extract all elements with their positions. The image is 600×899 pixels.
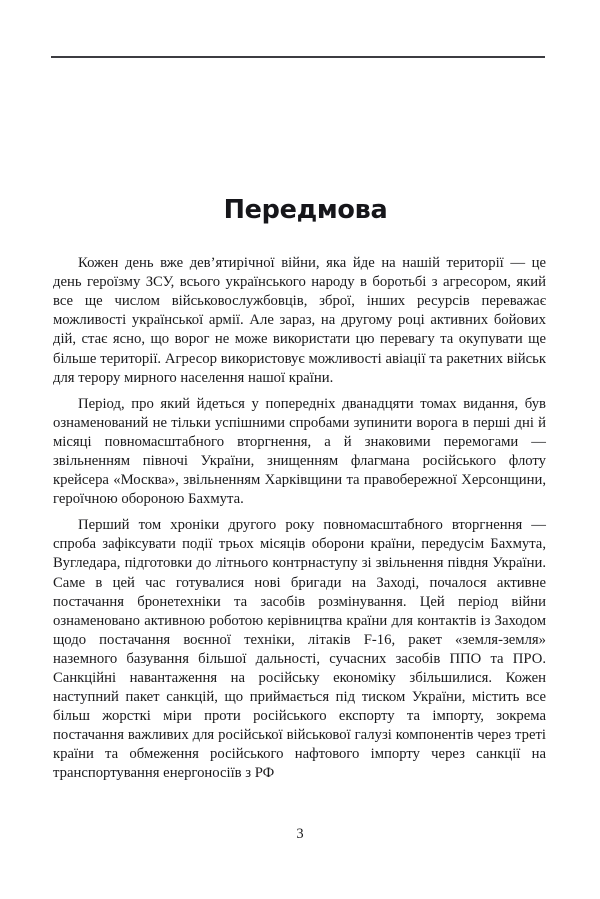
paragraph: Період, про який йдеться у попередніх дванадцяти томах видання, був ознаменований не тільки успішними спробами зупинити ворога в перші дні й місяці повномасштабного вторгнення, а й знаковими перемогами — звільненням півночі України, знищенням флагмана російського флоту крейсера «Москва», звільненням Харківщини та правобережної Херсонщини, героїчною обороною Бахмута. xyxy=(53,395,546,508)
paragraph: Перший том хроніки другого року повномасштабного вторгнення — спроба зафіксувати події трьох місяців оборони країни, передусім Бахмута, Вугледара, підготовки до літнього контрнаступу зі звільнення півдня України. Саме в цей час готувалися нові бригади на Заході, почалося активне постачання бронетехніки та засобів розмінування. Цей період війни ознаменовано активною роботою керівництва країни для контактів із Заходом щодо постачання воєнної техніки, літаків F-16, ракет «земля-земля» наземного базування більшої дальності, сучасних засобів ППО та ПРО. Санкційні навантаження на російську економіку збільшилися. Кожен наступний пакет санкцій, що приймається під тиском України, містить все більш жорсткі міри проти російського експорту та імпорту, зокрема постачання важливих для російської військової галузі компонентів через треті країни та обмеження російського нафтового імпорту через санкції на транспортування енергоносіїв з РФ xyxy=(53,517,546,782)
paragraph: Кожен день вже дев’ятирічної війни, яка йде на нашій території — це день героїзму ЗСУ, всього українського народу в боротьбі з агресором, який все ще числом військовослужбовців, зброї, інших ресурсів переважає можливості української армії. Але зараз, на другому році активних бойових дій, стає ясно, що ворог не може використати цю перевагу та окупувати ще більше території. Агресор використовує можливості авіації та ракетних військ для терору мирного населення нашої країни. xyxy=(53,255,546,386)
header-rule-icon xyxy=(51,56,545,58)
page-content xyxy=(53,196,546,784)
body-text-block xyxy=(53,254,546,784)
page-title: Передмова xyxy=(223,195,388,225)
page-number: 3 xyxy=(296,826,304,842)
